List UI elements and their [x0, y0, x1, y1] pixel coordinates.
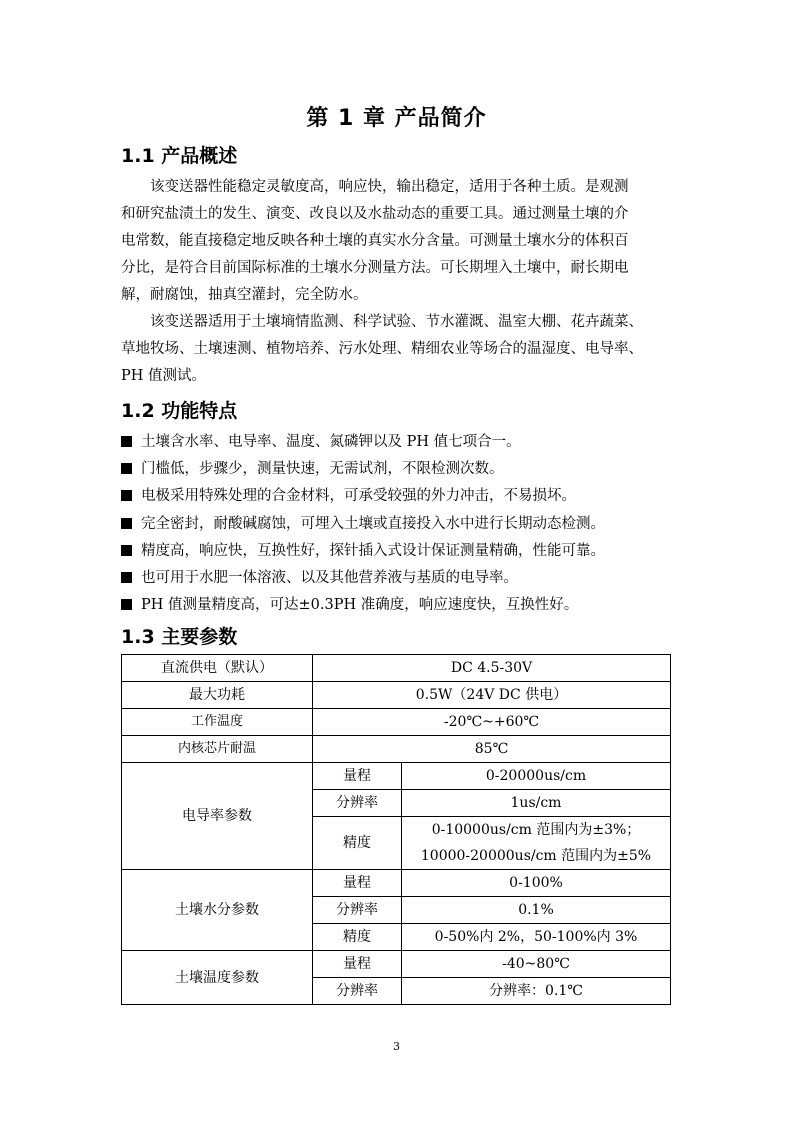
param-value: -20℃~+60℃ [313, 709, 671, 736]
param-group-label: 土壤水分参数 [122, 870, 313, 951]
feature-text: 完全密封，耐酸碱腐蚀，可埋入土壤或直接投入水中进行长期动态检测。 [141, 515, 605, 532]
param-value: 85℃ [313, 736, 671, 763]
feature-item [121, 483, 681, 510]
param-value: -40~80℃ [402, 951, 671, 978]
table-row [122, 682, 671, 709]
feature-item [121, 592, 681, 619]
section-heading-features: 1.2 功能特点 [121, 400, 238, 422]
param-label: 内核芯片耐温 [122, 736, 313, 763]
overview-line: 解，耐腐蚀，抽真空灌封，完全防水。 [121, 287, 368, 303]
feature-item [121, 456, 681, 483]
param-group-label: 电导率参数 [122, 763, 313, 870]
feature-item [121, 429, 681, 456]
square-bullet-icon [121, 436, 132, 447]
overview-paragraph-1 [121, 174, 673, 309]
param-value [402, 817, 671, 870]
param-value: 0-20000us/cm [402, 763, 671, 790]
param-sub-label: 精度 [313, 924, 402, 951]
parameter-table [121, 654, 671, 1005]
param-sub-label: 量程 [313, 951, 402, 978]
overview-paragraph-2 [121, 309, 673, 390]
overview-line: 和研究盐渍土的发生、演变、改良以及水盐动态的重要工具。通过测量土壤的介 [121, 206, 629, 222]
page-number: 3 [393, 1040, 400, 1053]
param-label: 直流供电（默认） [122, 655, 313, 682]
section-heading-overview: 1.1 产品概述 [121, 145, 238, 167]
param-sub-label: 精度 [313, 817, 402, 870]
param-sub-label: 量程 [313, 870, 402, 897]
param-value: DC 4.5-30V [313, 655, 671, 682]
param-value: 0-100% [402, 870, 671, 897]
feature-text: 电极采用特殊处理的合金材料，可承受较强的外力冲击，不易损坏。 [141, 488, 576, 505]
feature-item [121, 511, 681, 538]
feature-text: 也可用于水肥一体溶液、以及其他营养液与基质的电导率。 [141, 570, 518, 587]
square-bullet-icon [121, 572, 132, 583]
feature-text: PH 值测量精度高，可达±0.3PH 准确度，响应速度快，互换性好。 [141, 597, 579, 614]
feature-text: 门槛低，步骤少，测量快速，无需试剂，不限检测次数。 [141, 461, 504, 478]
overview-line: 草地牧场、土壤速测、植物培养、污水处理、精细农业等场合的温湿度、电导率、 [121, 341, 643, 357]
table-row [122, 951, 671, 978]
square-bullet-icon [121, 545, 132, 556]
overview-line: 该变送器适用于土壤墒情监测、科学试验、节水灌溉、温室大棚、花卉蔬菜、 [150, 314, 643, 330]
section-heading-params: 1.3 主要参数 [121, 626, 238, 648]
param-value-line: 10000-20000us/cm 范围内为±5% [420, 848, 652, 864]
overview-line: 分比，是符合目前国际标准的土壤水分测量方法。可长期埋入土壤中，耐长期电 [121, 260, 629, 276]
square-bullet-icon [121, 490, 132, 501]
feature-list [121, 429, 681, 619]
overview-line: 电常数，能直接稳定地反映各种土壤的真实水分含量。可测量土壤水分的体积百 [121, 233, 629, 249]
table-row [122, 709, 671, 736]
param-sub-label: 分辨率 [313, 790, 402, 817]
square-bullet-icon [121, 463, 132, 474]
table-row [122, 870, 671, 897]
feature-text: 精度高，响应快，互换性好，探针插入式设计保证测量精确，性能可靠。 [141, 542, 605, 559]
param-value: 0.5W（24V DC 供电） [313, 682, 671, 709]
feature-text: 土壤含水率、电导率、温度、氮磷钾以及 PH 值七项合一。 [141, 434, 521, 450]
square-bullet-icon [121, 599, 132, 610]
param-sub-label: 分辨率 [313, 897, 402, 924]
param-value: 分辨率：0.1℃ [402, 978, 671, 1005]
param-value-line: 0-10000us/cm 范围内为±3%； [431, 822, 641, 838]
feature-item [121, 538, 681, 565]
param-sub-label: 分辨率 [313, 978, 402, 1005]
overview-line: 该变送器性能稳定灵敏度高，响应快，输出稳定，适用于各种土质。是观测 [150, 179, 629, 195]
feature-item [121, 565, 681, 592]
param-label: 最大功耗 [122, 682, 313, 709]
overview-line: PH 值测试。 [121, 368, 207, 384]
table-row [122, 736, 671, 763]
param-value: 0-50%内 2%，50-100%内 3% [402, 924, 671, 951]
param-group-label: 土壤温度参数 [122, 951, 313, 1005]
param-label: 工作温度 [122, 709, 313, 736]
table-row [122, 763, 671, 790]
chapter-title: 第 1 章 产品简介 [306, 106, 487, 131]
param-value: 0.1% [402, 897, 671, 924]
table-row [122, 655, 671, 682]
param-sub-label: 量程 [313, 763, 402, 790]
param-value: 1us/cm [402, 790, 671, 817]
square-bullet-icon [121, 518, 132, 529]
